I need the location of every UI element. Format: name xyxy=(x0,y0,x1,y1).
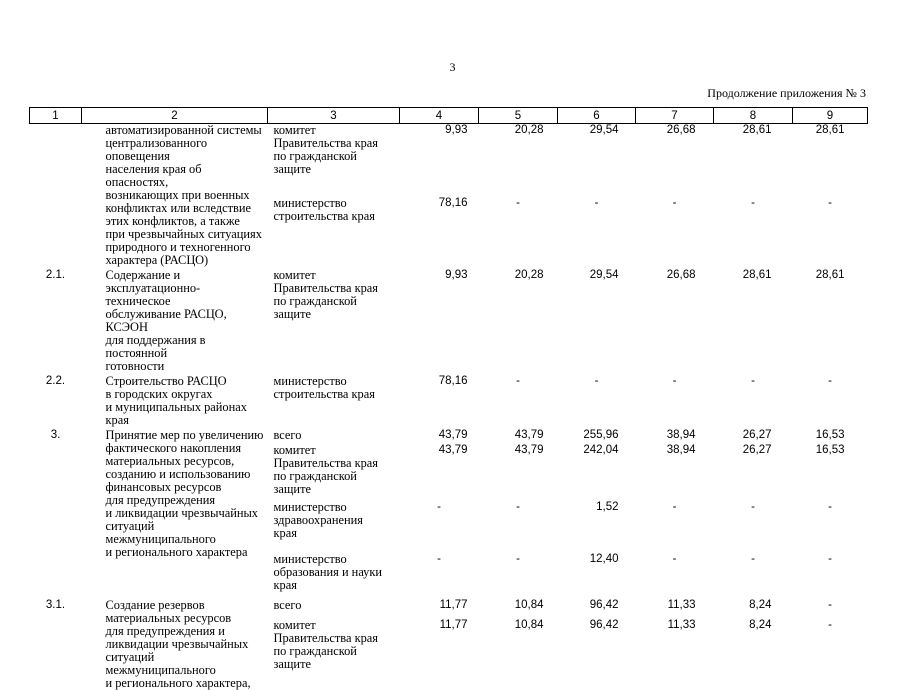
executor: комитет Правительства края по гражданской защите xyxy=(268,267,400,373)
table-body xyxy=(30,124,868,690)
continuation-label: Продолжение приложения № 3 xyxy=(707,86,866,101)
value-cell: 28,61 xyxy=(714,267,793,373)
value-cell: 43,79 xyxy=(479,427,558,442)
value-cell: 10,84 xyxy=(479,617,558,690)
value-cell: 26,68 xyxy=(636,124,714,196)
executor: всего xyxy=(268,597,400,617)
header-cell: 2 xyxy=(82,108,268,124)
value-cell: 20,28 xyxy=(479,267,558,373)
executor: комитет Правительства края по гражданской защите xyxy=(268,617,400,690)
table-row xyxy=(30,124,868,196)
table-row xyxy=(30,373,868,427)
value-cell: 29,54 xyxy=(558,267,636,373)
value-cell: - xyxy=(793,551,868,597)
value-cell: 20,28 xyxy=(479,124,558,196)
value-cell: - xyxy=(793,499,868,551)
row-number: 3. xyxy=(30,427,82,597)
value-cell: - xyxy=(400,551,479,597)
measure-name: Строительство РАСЦО в городских округах и муниципальных районах края xyxy=(82,373,268,427)
value-cell: 12,40 xyxy=(558,551,636,597)
value-cell: 26,27 xyxy=(714,427,793,442)
value-cell: 26,68 xyxy=(636,267,714,373)
value-cell: 16,53 xyxy=(793,442,868,499)
executor: министерство строительства края xyxy=(268,373,400,427)
header-cell: 4 xyxy=(400,108,479,124)
value-cell: 38,94 xyxy=(636,427,714,442)
appendix-table xyxy=(29,107,868,690)
value-cell: 38,94 xyxy=(636,442,714,499)
value-cell: 78,16 xyxy=(400,195,479,267)
value-cell: 255,96 xyxy=(558,427,636,442)
value-cell: 242,04 xyxy=(558,442,636,499)
executor: министерство образования и науки края xyxy=(268,551,400,597)
value-cell: 11,33 xyxy=(636,617,714,690)
measure-name: Содержание и эксплуатационно-техническое обслуживание РАСЦО, КСЭОН для поддержания в постоянной готовности xyxy=(82,267,268,373)
value-cell: 29,54 xyxy=(558,124,636,196)
value-cell: 28,61 xyxy=(714,124,793,196)
executor: комитет Правительства края по гражданской защите xyxy=(268,442,400,499)
value-cell: - xyxy=(558,195,636,267)
row-number: 2.2. xyxy=(30,373,82,427)
value-cell: - xyxy=(714,551,793,597)
header-cell: 6 xyxy=(558,108,636,124)
value-cell: - xyxy=(793,617,868,690)
value-cell: - xyxy=(714,373,793,427)
header-cell: 3 xyxy=(268,108,400,124)
value-cell: - xyxy=(714,195,793,267)
value-cell: 96,42 xyxy=(558,617,636,690)
value-cell: 43,79 xyxy=(400,442,479,499)
value-cell: 78,16 xyxy=(400,373,479,427)
page-number: 3 xyxy=(0,60,905,75)
executor: комитет Правительства края по гражданской защите xyxy=(268,124,400,196)
value-cell: - xyxy=(400,499,479,551)
table-row xyxy=(30,267,868,373)
value-cell: 11,33 xyxy=(636,597,714,617)
executor: министерство строительства края xyxy=(268,195,400,267)
value-cell: 9,93 xyxy=(400,267,479,373)
header-cell: 9 xyxy=(793,108,868,124)
row-number: 2.1. xyxy=(30,267,82,373)
value-cell: 16,53 xyxy=(793,427,868,442)
value-cell: 8,24 xyxy=(714,597,793,617)
table-row xyxy=(30,427,868,442)
header-cell: 1 xyxy=(30,108,82,124)
value-cell: 28,61 xyxy=(793,124,868,196)
header-cell: 5 xyxy=(479,108,558,124)
value-cell: 10,84 xyxy=(479,597,558,617)
value-cell: - xyxy=(558,373,636,427)
row-number xyxy=(30,124,82,268)
header-cell: 8 xyxy=(714,108,793,124)
measure-name: Принятие мер по увеличению фактического накопления материальных ресурсов, созданию и использованию финансовых ресурсов для предупреждения и ликвидации чрезвычайных ситуаций межмуниципального и регионального характера xyxy=(82,427,268,597)
value-cell: 28,61 xyxy=(793,267,868,373)
value-cell: - xyxy=(793,597,868,617)
value-cell: - xyxy=(479,499,558,551)
value-cell: - xyxy=(793,195,868,267)
value-cell: - xyxy=(714,499,793,551)
value-cell: 43,79 xyxy=(479,442,558,499)
value-cell: 96,42 xyxy=(558,597,636,617)
value-cell: 11,77 xyxy=(400,597,479,617)
value-cell: 8,24 xyxy=(714,617,793,690)
measure-name: Создание резервов материальных ресурсов для предупреждения и ликвидации чрезвычайных ситуаций межмуниципального и регионального характера, xyxy=(82,597,268,690)
value-cell: 11,77 xyxy=(400,617,479,690)
row-number: 3.1. xyxy=(30,597,82,690)
value-cell: - xyxy=(793,373,868,427)
header-row xyxy=(30,108,868,124)
value-cell: 9,93 xyxy=(400,124,479,196)
measure-name: автоматизированной системы централизованного оповещения населения края об опасностях, возникающих при военных конфликтах или вследствие этих конфликтов, а также при чрезвычайных ситуациях природного и техногенного характера (РАСЦО) xyxy=(82,124,268,268)
value-cell: 1,52 xyxy=(558,499,636,551)
value-cell: - xyxy=(636,195,714,267)
value-cell: - xyxy=(636,499,714,551)
value-cell: 43,79 xyxy=(400,427,479,442)
value-cell: - xyxy=(479,195,558,267)
value-cell: 26,27 xyxy=(714,442,793,499)
value-cell: - xyxy=(479,373,558,427)
value-cell: - xyxy=(636,551,714,597)
header-cell: 7 xyxy=(636,108,714,124)
value-cell: - xyxy=(479,551,558,597)
value-cell: - xyxy=(636,373,714,427)
table-row xyxy=(30,597,868,617)
executor: министерство здравоохранения края xyxy=(268,499,400,551)
executor: всего xyxy=(268,427,400,442)
